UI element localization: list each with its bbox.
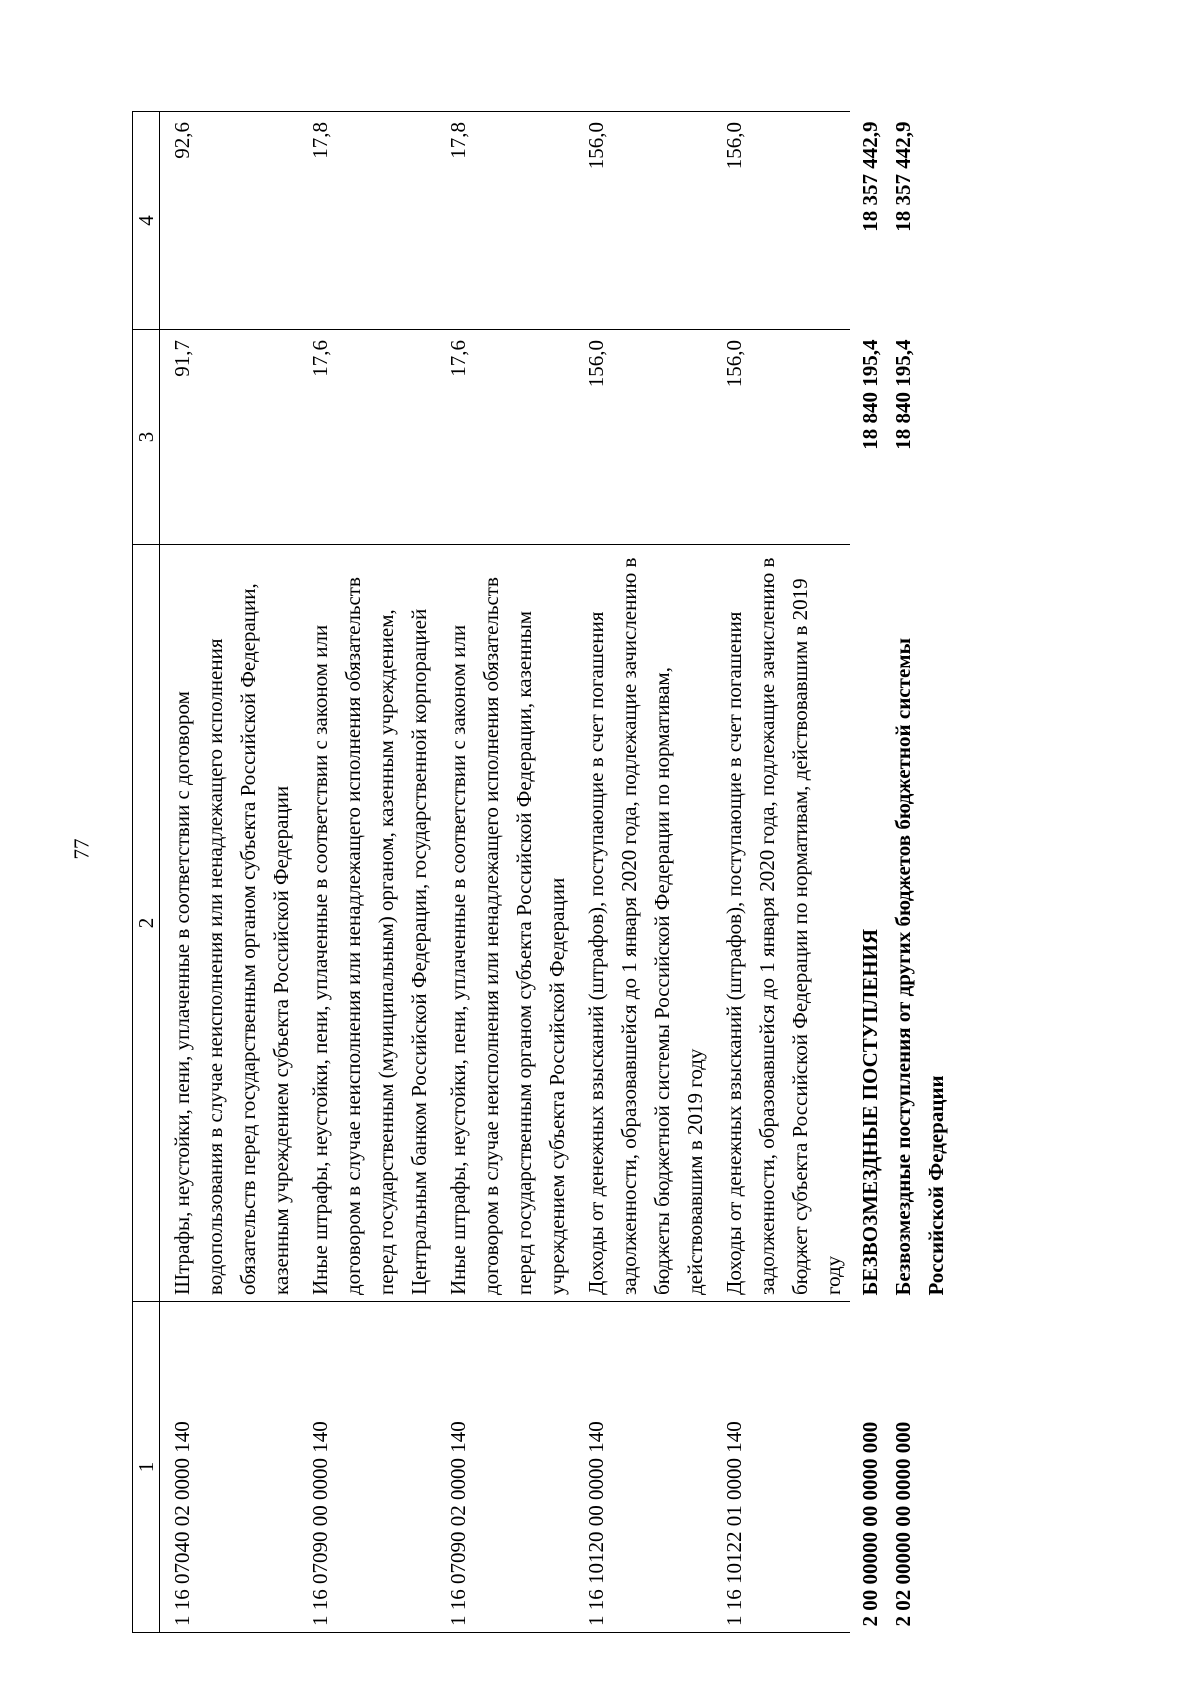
budget-code: 1 16 07040 02 0000 140 <box>160 1302 299 1633</box>
value-column-3: 156,0 <box>712 330 850 545</box>
value-column-4: 17,8 <box>436 112 574 330</box>
value-column-3: 17,6 <box>298 330 436 545</box>
column-header-4: 4 <box>133 112 160 330</box>
value-column-3: 18 840 195,4 <box>891 339 915 450</box>
row-description: Иные штрафы, неустойки, пени, уплаченные в соответствии с законом или договором в случае неисполнения или ненадлежащего исполнения обязательств перед государственным (муниципальным) органом, казенным учреждением, Центральным банком Российской Федерации, государственной корпорацией <box>298 545 436 1302</box>
value-column-4: 18 357 442,9 <box>891 121 915 232</box>
table-row <box>436 112 574 1633</box>
budget-code: 1 16 07090 00 0000 140 <box>298 1302 436 1633</box>
page-number: 77 <box>69 838 94 860</box>
budget-code: 1 16 10122 01 0000 140 <box>712 1302 850 1633</box>
value-column-3: 91,7 <box>160 330 299 545</box>
table-row <box>298 112 436 1633</box>
budget-code: 2 00 00000 00 0000 000 <box>858 1421 882 1627</box>
value-column-3: 18 840 195,4 <box>858 339 882 450</box>
revenue-table <box>132 111 953 1633</box>
column-header-2: 2 <box>133 545 160 1302</box>
row-description: Доходы от денежных взысканий (штрафов), поступающие в счет погашения задолженности, образовавшейся до 1 января 2020 года, подлежащие зачислению в бюджеты бюджетной системы Российской Федерации по нормативам, действовавшим в 2019 году <box>574 545 712 1302</box>
value-column-4: 17,8 <box>298 112 436 330</box>
value-column-3: 17,6 <box>436 330 574 545</box>
row-description: Доходы от денежных взысканий (штрафов), поступающие в счет погашения задолженности, образовавшейся до 1 января 2020 года, подлежащие зачислению в бюджет субъекта Российской Федерации по нормативам, действовавшим в 2019 году <box>712 545 850 1302</box>
table-header-row <box>133 112 160 1633</box>
table-row-total <box>850 112 887 1633</box>
rotated-page-content <box>132 112 953 1633</box>
table-row <box>574 112 712 1633</box>
row-description: Безвозмездные поступления от других бюджетов бюджетной системы Российской Федерации <box>891 638 948 1296</box>
column-header-1: 1 <box>133 1302 160 1633</box>
row-description: Иные штрафы, неустойки, пени, уплаченные в соответствии с законом или договором в случае неисполнения или ненадлежащего исполнения обязательств перед государственным органом субъекта Российской Федерации, казенным учреждением субъекта Российской Федерации <box>436 545 574 1302</box>
table-row <box>712 112 850 1633</box>
budget-code: 2 02 00000 00 0000 000 <box>891 1421 915 1627</box>
budget-code: 1 16 10120 00 0000 140 <box>574 1302 712 1633</box>
table-row <box>160 112 299 1633</box>
value-column-4: 18 357 442,9 <box>858 121 882 232</box>
value-column-4: 156,0 <box>574 112 712 330</box>
row-description: БЕЗВОЗМЕЗДНЫЕ ПОСТУПЛЕНИЯ <box>858 928 882 1296</box>
budget-code: 1 16 07090 02 0000 140 <box>436 1302 574 1633</box>
column-header-3: 3 <box>133 330 160 545</box>
value-column-4: 92,6 <box>160 112 299 330</box>
value-column-3: 156,0 <box>574 330 712 545</box>
table-row-total <box>887 112 953 1633</box>
row-description: Штрафы, неустойки, пени, уплаченные в соответствии с договором водопользования в случае неисполнения или ненадлежащего исполнения обязательств перед государственным органом субъекта Российской Федерации, казенным учреждением субъекта Российской Федерации <box>160 545 299 1302</box>
value-column-4: 156,0 <box>712 112 850 330</box>
